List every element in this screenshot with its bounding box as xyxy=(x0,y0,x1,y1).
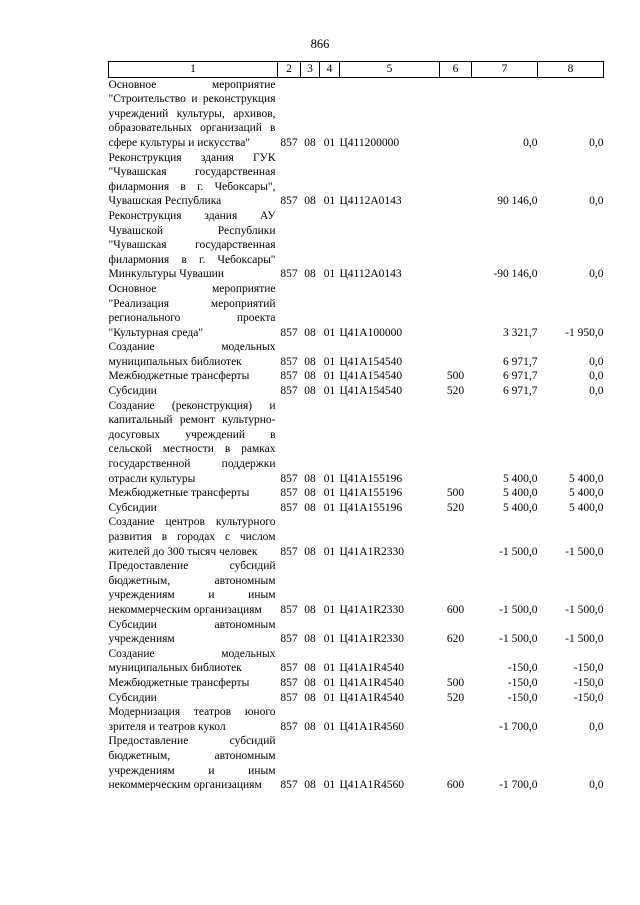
item-name: Реконструкция здания АУ Чувашской Республики "Чувашская государственная филармония в г. Чебоксары" Минкультуры Чувашии xyxy=(108,209,276,281)
ministry-code: 857 xyxy=(280,720,298,733)
amount-year-2: 0,0 xyxy=(589,268,604,281)
item-name: Субсидии автономным учреждениям xyxy=(108,618,276,646)
amount-year-1: -150,0 xyxy=(507,662,538,675)
section-code: 08 xyxy=(304,633,316,646)
ministry-code: 857 xyxy=(280,326,298,339)
amount-year-1: 90 146,0 xyxy=(497,195,538,208)
target-article-code: Ц41А155196 xyxy=(339,487,403,500)
table-row xyxy=(109,77,604,150)
section-code: 08 xyxy=(304,676,316,689)
column-number-row xyxy=(109,62,604,78)
section-code: 08 xyxy=(304,501,316,514)
column-number: 1 xyxy=(109,62,278,78)
expense-type-code xyxy=(440,209,472,282)
subsection-code: 01 xyxy=(323,370,336,383)
amount-year-2: 0,0 xyxy=(589,779,604,792)
amount-year-1: 6 971,7 xyxy=(503,370,538,383)
amount-year-1: 5 400,0 xyxy=(503,472,538,485)
expense-type-code: 500 xyxy=(446,487,465,500)
target-article-code: Ц41А1R2330 xyxy=(339,633,405,646)
amount-year-1: 0,0 xyxy=(523,136,538,149)
section-code: 08 xyxy=(304,691,316,704)
amount-year-1: -90 146,0 xyxy=(493,268,538,281)
amount-year-1: 6 971,7 xyxy=(503,355,538,368)
expense-type-code: 500 xyxy=(446,370,465,383)
section-code: 08 xyxy=(304,779,316,792)
amount-year-2: 0,0 xyxy=(589,195,604,208)
item-name: Создание центров культурного развития в городах с числом жителей до 300 тысяч человек xyxy=(108,516,276,558)
ministry-code: 857 xyxy=(280,268,298,281)
expense-type-code: 600 xyxy=(446,779,465,792)
table-row xyxy=(109,559,604,617)
subsection-code: 01 xyxy=(323,676,336,689)
item-name: Субсидии xyxy=(108,691,157,704)
table-row xyxy=(109,399,604,487)
page-number: 866 xyxy=(310,37,330,51)
amount-year-2: 0,0 xyxy=(589,720,604,733)
column-number: 6 xyxy=(440,62,472,78)
section-code: 08 xyxy=(304,662,316,675)
expense-type-code: 520 xyxy=(446,501,465,514)
amount-year-2: 5 400,0 xyxy=(569,487,604,500)
subsection-code: 01 xyxy=(323,385,336,398)
subsection-code: 01 xyxy=(323,326,336,339)
section-code: 08 xyxy=(304,268,316,281)
table-row xyxy=(109,340,604,369)
target-article-code: Ц41А1R4560 xyxy=(339,779,405,792)
target-article-code: Ц411200000 xyxy=(339,136,400,149)
subsection-code: 01 xyxy=(323,779,336,792)
amount-year-1: 6 971,7 xyxy=(503,385,538,398)
amount-year-2: -1 500,0 xyxy=(565,633,604,646)
table-row xyxy=(109,618,604,647)
amount-year-1: 5 400,0 xyxy=(503,487,538,500)
budget-table xyxy=(108,61,604,793)
section-code: 08 xyxy=(304,720,316,733)
subsection-code: 01 xyxy=(323,691,336,704)
target-article-code: Ц4112А0143 xyxy=(339,268,402,281)
subsection-code: 01 xyxy=(323,662,336,675)
item-name: Предоставление субсидий бюджетным, автономным учреждениям и иным некоммерческим организациям xyxy=(108,560,276,616)
item-name: Основное мероприятие "Строительство и реконструкция учреждений культуры, архивов, образовательных организаций в сфере культуры и искусства" xyxy=(108,78,276,149)
ministry-code: 857 xyxy=(280,691,298,704)
item-name: Межбюджетные трансферты xyxy=(108,370,250,383)
table-row xyxy=(109,501,604,516)
column-number: 2 xyxy=(278,62,301,78)
section-code: 08 xyxy=(304,385,316,398)
ministry-code: 857 xyxy=(280,779,298,792)
amount-year-2: 5 400,0 xyxy=(569,472,604,485)
item-name: Основное мероприятие "Реализация мероприятий регионального проекта "Культурная среда" xyxy=(108,282,276,339)
subsection-code: 01 xyxy=(323,720,336,733)
section-code: 08 xyxy=(304,603,316,616)
subsection-code: 01 xyxy=(323,501,336,514)
table-row xyxy=(109,647,604,676)
amount-year-1: -1 500,0 xyxy=(499,603,538,616)
subsection-code: 01 xyxy=(323,136,336,149)
ministry-code: 857 xyxy=(280,545,298,558)
ministry-code: 857 xyxy=(280,662,298,675)
amount-year-2: 0,0 xyxy=(589,355,604,368)
target-article-code: Ц41А100000 xyxy=(339,326,403,339)
ministry-code: 857 xyxy=(280,676,298,689)
amount-year-2: 0,0 xyxy=(589,385,604,398)
amount-year-1: -1 500,0 xyxy=(499,545,538,558)
expense-type-code: 600 xyxy=(446,603,465,616)
target-article-code: Ц41А1R2330 xyxy=(339,545,405,558)
table-row xyxy=(109,705,604,734)
section-code: 08 xyxy=(304,326,316,339)
ministry-code: 857 xyxy=(280,472,298,485)
amount-year-1: -1 700,0 xyxy=(499,720,538,733)
expense-type-code xyxy=(440,705,472,734)
column-number: 8 xyxy=(538,62,604,78)
subsection-code: 01 xyxy=(323,545,336,558)
section-code: 08 xyxy=(304,545,316,558)
amount-year-2: -150,0 xyxy=(573,676,604,689)
table-row xyxy=(109,515,604,559)
target-article-code: Ц41А154540 xyxy=(339,370,403,383)
section-code: 08 xyxy=(304,487,316,500)
section-code: 08 xyxy=(304,370,316,383)
section-code: 08 xyxy=(304,136,316,149)
expense-type-code xyxy=(440,77,472,150)
item-name: Создание (реконструкция) и капитальный ремонт культурно-досуговых учреждений в сельской местности в рамках государственной поддержки отрасли культуры xyxy=(108,399,276,485)
subsection-code: 01 xyxy=(323,487,336,500)
item-name: Субсидии xyxy=(108,385,157,398)
amount-year-2: 0,0 xyxy=(589,136,604,149)
expense-type-code xyxy=(440,515,472,559)
expense-type-code: 520 xyxy=(446,385,465,398)
amount-year-1: 5 400,0 xyxy=(503,501,538,514)
target-article-code: Ц41А1R2330 xyxy=(339,603,405,616)
amount-year-2: -1 500,0 xyxy=(565,603,604,616)
expense-type-code xyxy=(440,647,472,676)
item-name: Межбюджетные трансферты xyxy=(108,487,250,500)
table-row xyxy=(109,486,604,501)
target-article-code: Ц41А154540 xyxy=(339,355,403,368)
item-name: Создание модельных муниципальных библиотек xyxy=(108,341,276,368)
table-row xyxy=(109,384,604,399)
ministry-code: 857 xyxy=(280,487,298,500)
ministry-code: 857 xyxy=(280,195,298,208)
target-article-code: Ц41А1R4540 xyxy=(339,676,405,689)
item-name: Создание модельных муниципальных библиотек xyxy=(108,647,276,675)
target-article-code: Ц41А1R4560 xyxy=(339,720,405,733)
subsection-code: 01 xyxy=(323,472,336,485)
table-row xyxy=(109,734,604,792)
column-number: 5 xyxy=(340,62,440,78)
subsection-code: 01 xyxy=(323,195,336,208)
column-number: 4 xyxy=(320,62,340,78)
expense-type-code: 520 xyxy=(446,691,465,704)
item-name: Предоставление субсидий бюджетным, автономным учреждениям и иным некоммерческим организациям xyxy=(108,735,276,792)
ministry-code: 857 xyxy=(280,501,298,514)
subsection-code: 01 xyxy=(323,603,336,616)
target-article-code: Ц4112А0143 xyxy=(339,195,402,208)
target-article-code: Ц41А155196 xyxy=(339,501,403,514)
amount-year-1: 3 321,7 xyxy=(503,326,538,339)
target-article-code: Ц41А154540 xyxy=(339,385,403,398)
subsection-code: 01 xyxy=(323,268,336,281)
item-name: Субсидии xyxy=(108,501,157,514)
item-name: Реконструкция здания ГУК "Чувашская государственная филармония в г. Чебоксары", Чувашская Республика xyxy=(108,151,276,208)
amount-year-2: -1 950,0 xyxy=(565,326,604,339)
column-number: 7 xyxy=(472,62,538,78)
subsection-code: 01 xyxy=(323,633,336,646)
ministry-code: 857 xyxy=(280,633,298,646)
table-row xyxy=(109,676,604,691)
expense-type-code: 620 xyxy=(446,633,465,646)
section-code: 08 xyxy=(304,472,316,485)
ministry-code: 857 xyxy=(280,603,298,616)
ministry-code: 857 xyxy=(280,355,298,368)
expense-type-code xyxy=(440,340,472,369)
expense-type-code xyxy=(440,151,472,209)
table-row xyxy=(109,151,604,209)
ministry-code: 857 xyxy=(280,136,298,149)
item-name: Межбюджетные трансферты xyxy=(108,676,250,689)
expense-type-code xyxy=(440,282,472,340)
table-row xyxy=(109,691,604,706)
amount-year-2: -150,0 xyxy=(573,691,604,704)
table-row xyxy=(109,282,604,340)
expense-type-code xyxy=(440,399,472,487)
table-row xyxy=(109,369,604,384)
amount-year-1: -150,0 xyxy=(507,676,538,689)
ministry-code: 857 xyxy=(280,385,298,398)
amount-year-1: -150,0 xyxy=(507,691,538,704)
section-code: 08 xyxy=(304,355,316,368)
table-row xyxy=(109,209,604,282)
amount-year-1: -1 500,0 xyxy=(499,633,538,646)
amount-year-2: 0,0 xyxy=(589,370,604,383)
section-code: 08 xyxy=(304,195,316,208)
table-body xyxy=(109,77,604,793)
expense-type-code: 500 xyxy=(446,676,465,689)
target-article-code: Ц41А155196 xyxy=(339,472,403,485)
target-article-code: Ц41А1R4540 xyxy=(339,691,405,704)
ministry-code: 857 xyxy=(280,370,298,383)
target-article-code: Ц41А1R4540 xyxy=(339,662,405,675)
column-number: 3 xyxy=(301,62,320,78)
amount-year-1: -1 700,0 xyxy=(499,779,538,792)
amount-year-2: 5 400,0 xyxy=(569,501,604,514)
subsection-code: 01 xyxy=(323,355,336,368)
item-name: Модернизация театров юного зрителя и театров кукол xyxy=(108,706,276,733)
amount-year-2: -150,0 xyxy=(573,662,604,675)
amount-year-2: -1 500,0 xyxy=(565,545,604,558)
